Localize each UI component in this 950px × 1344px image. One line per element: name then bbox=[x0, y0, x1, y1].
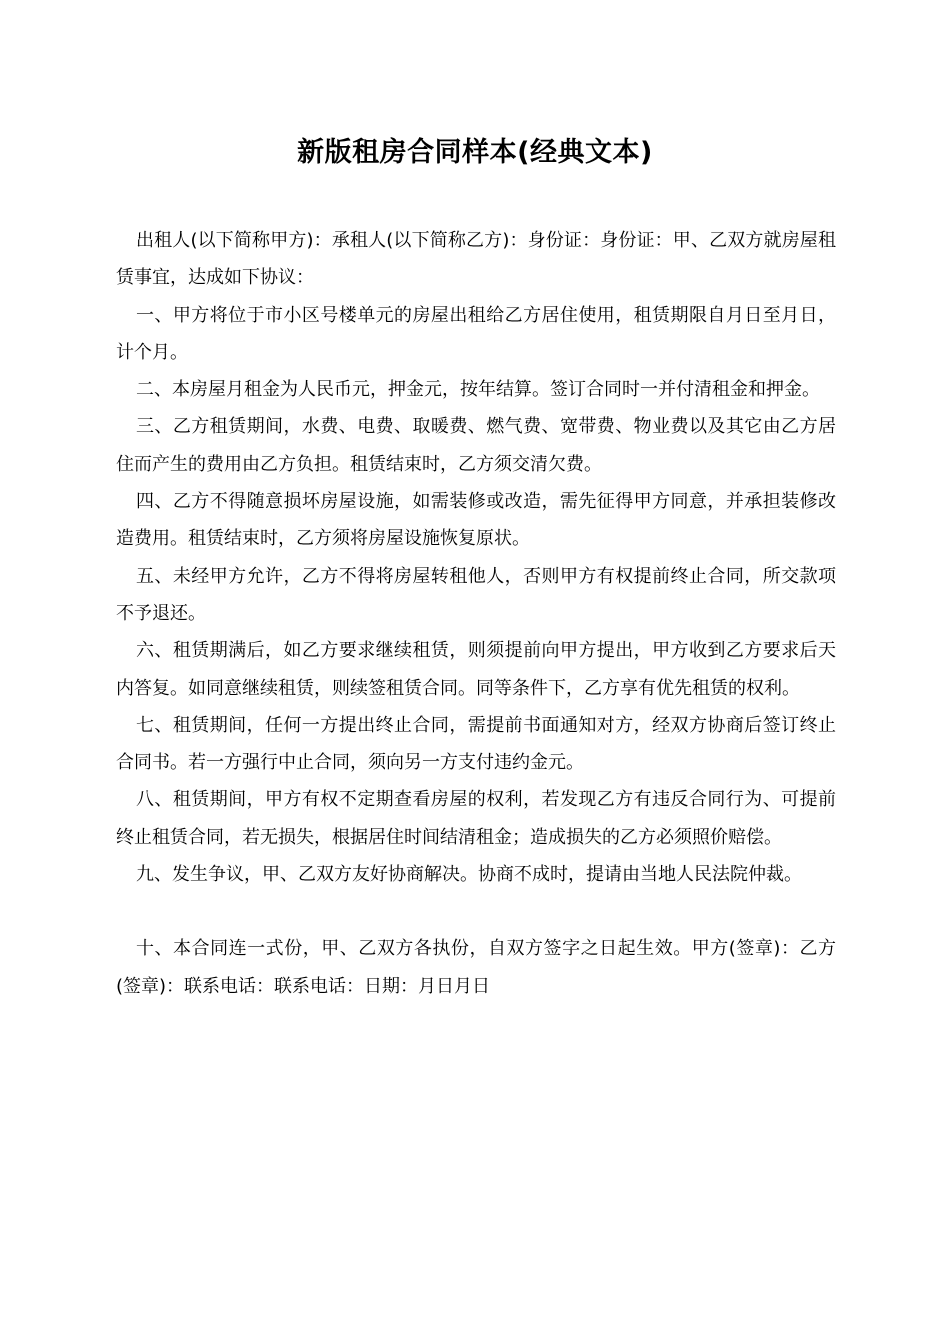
paragraph-clause-6: 六、租赁期满后，如乙方要求继续租赁，则须提前向甲方提出，甲方收到乙方要求后天内答复。如同意继续租赁，则续签租赁合同。同等条件下，乙方享有优先租赁的权利。 bbox=[116, 640, 836, 699]
paragraph-clause-4: 四、乙方不得随意损坏房屋设施，如需装修或改造，需先征得甲方同意，并承担装修改造费用。租赁结束时，乙方须将房屋设施恢复原状。 bbox=[116, 491, 836, 550]
paragraph-clause-7: 七、租赁期间，任何一方提出终止合同，需提前书面通知对方，经双方协商后签订终止合同书。若一方强行中止合同，须向另一方支付违约金元。 bbox=[116, 714, 836, 774]
paragraph-clause-9: 九、发生争议，甲、乙双方友好协商解决。协商不成时，提请由当地人民法院仲裁。 bbox=[136, 864, 802, 886]
paragraph-clause-5: 五、未经甲方允许，乙方不得将房屋转租他人，否则甲方有权提前终止合同，所交款项不予退还。 bbox=[116, 565, 836, 624]
paragraph-clause-8: 八、租赁期间，甲方有权不定期查看房屋的权利，若发现乙方有违反合同行为、可提前终止租赁合同，若无损失，根据居住时间结清租金；造成损失的乙方必须照价赔偿。 bbox=[116, 789, 836, 848]
document-body bbox=[116, 222, 836, 1005]
paragraph-clause-10-signatures: 十、本合同连一式份，甲、乙双方各执份，自双方签字之日起生效。甲方(签章)：乙方(签章)：联系电话：联系电话：日期：月日月日 bbox=[116, 938, 836, 997]
paragraph-parties: 出租人(以下简称甲方)：承租人(以下简称乙方)：身份证：身份证：甲、乙双方就房屋租赁事宜，达成如下协议： bbox=[116, 230, 836, 289]
paragraph-clause-3: 三、乙方租赁期间，水费、电费、取暖费、燃气费、宽带费、物业费以及其它由乙方居住而产生的费用由乙方负担。租赁结束时，乙方须交清欠费。 bbox=[116, 416, 836, 475]
paragraph-clause-2: 二、本房屋月租金为人民币元，押金元，按年结算。签订合同时一并付清租金和押金。 bbox=[136, 379, 820, 401]
document-title: 新版租房合同样本(经典文本) bbox=[297, 137, 653, 168]
paragraph-clause-1: 一、甲方将位于市小区号楼单元的房屋出租给乙方居住使用，租赁期限自月日至月日，计个月。 bbox=[116, 304, 836, 363]
